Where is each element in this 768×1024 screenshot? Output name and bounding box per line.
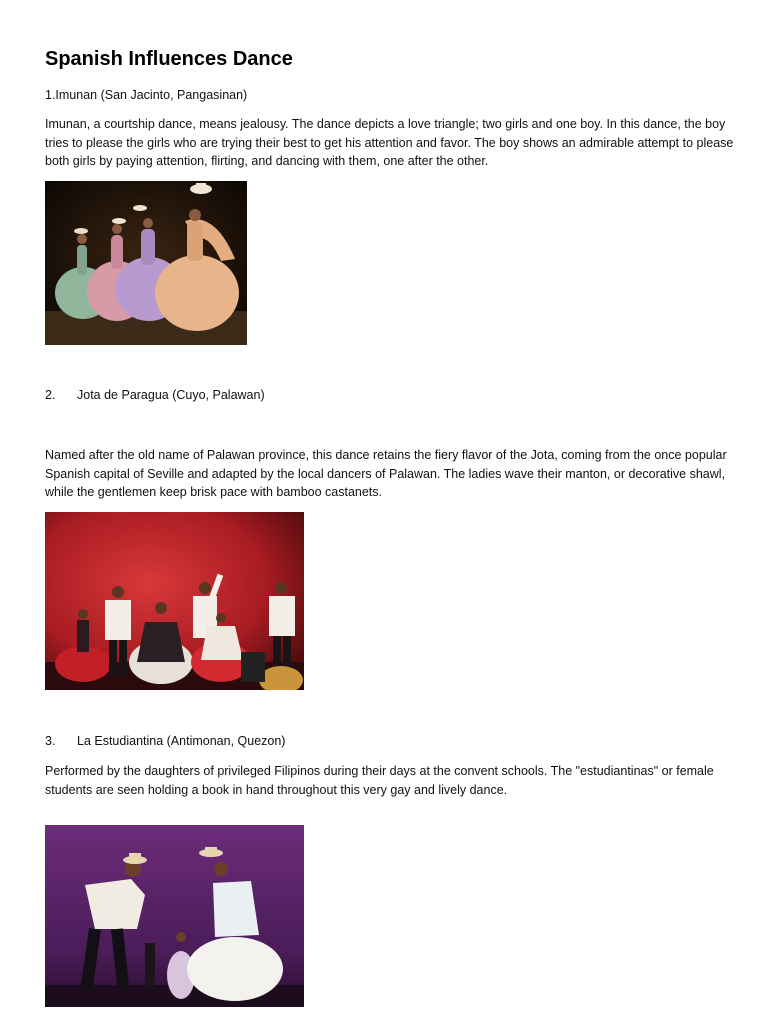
section-2-body: Named after the old name of Palawan province, this dance retains the fiery flavor of the Jota, coming from the once popular Spanish capital of Seville and adapted by the local dancers of Palawan. The ladies wave their manton, or decorative shawl, while the gentlemen keep brisk pace with bamboo castanets. — [45, 448, 727, 499]
la-estudiantina-photo — [45, 825, 304, 1007]
section-3-title: La Estudiantina (Antimonan, Quezon) — [77, 734, 286, 748]
imunan-dance-photo — [45, 181, 247, 345]
section-1-body: Imunan, a courtship dance, means jealousy. The dance depicts a love triangle; two girls and one boy. In this dance, the boy tries to please the girls who are trying their best to get his attention and favor. The boy shows an admirable attempt to please both girls by paying attention, flirting, and dancing with them, one after the other. — [45, 117, 734, 168]
jota-de-paragua-photo — [45, 512, 304, 690]
section-2-number: 2. — [45, 388, 56, 402]
section-3-number: 3. — [45, 734, 56, 748]
section-2-heading — [45, 388, 265, 402]
section-3-heading — [45, 734, 285, 748]
section-2-title: Jota de Paragua (Cuyo, Palawan) — [77, 388, 265, 402]
page-title: Spanish Influences Dance — [45, 48, 293, 70]
section-1-heading: 1.Imunan (San Jacinto, Pangasinan) — [45, 88, 248, 102]
section-3-body: Performed by the daughters of privileged Filipinos during their days at the convent schools. The "estudiantinas" or female students are seen holding a book in hand throughout this very gay and lively dance. — [45, 764, 714, 797]
